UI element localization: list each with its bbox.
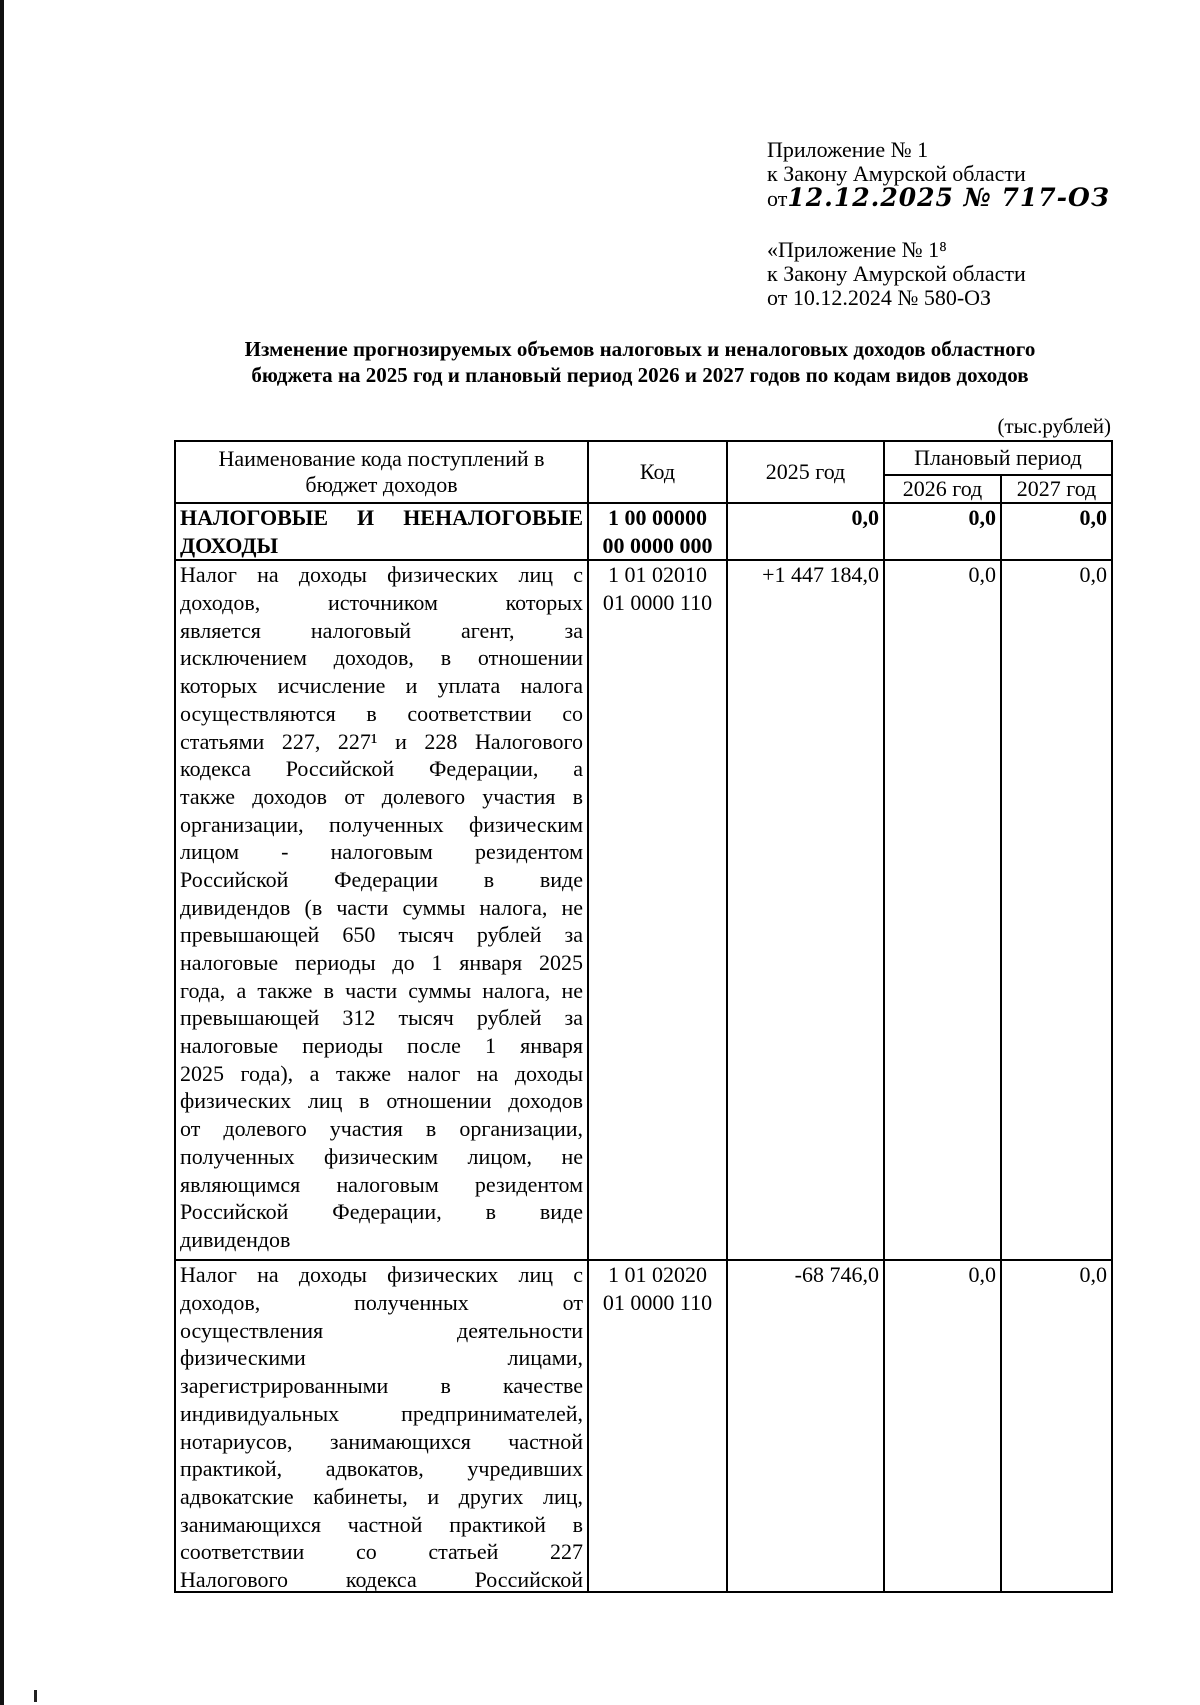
- document-title: [140, 336, 1140, 388]
- income-name-line: которых исчисление и уплата налога: [180, 673, 583, 699]
- income-name-line: года, а также в части суммы налога, не: [180, 977, 583, 1003]
- income-name-line: Налог на доходы физических лиц с: [180, 1262, 583, 1288]
- income-name-line: также доходов от долевого участия в: [180, 783, 583, 809]
- value-y2025: +1 447 184,0: [727, 560, 884, 1260]
- header-2027: 2027 год: [1001, 475, 1112, 503]
- income-name-line: практикой, адвокатов, учредивших: [180, 1456, 583, 1482]
- income-name-line: организации, полученных физическим: [180, 811, 583, 837]
- income-name-line: нотариусов, занимающихся частной: [180, 1428, 583, 1454]
- header-planned-period: Плановый период: [884, 441, 1112, 475]
- income-name-line: дивидендов (в части суммы налога, не: [180, 894, 583, 920]
- income-name-line: ДОХОДЫ: [180, 532, 279, 558]
- income-name-line: физическими лицами,: [180, 1345, 583, 1371]
- law-reference: к Закону Амурской области: [767, 161, 1026, 186]
- income-name-line: налоговые периоды до 1 января 2025: [180, 950, 583, 976]
- income-name-line: дивидендов: [180, 1226, 291, 1252]
- income-code-cell: [588, 503, 727, 560]
- header-2026: 2026 год: [884, 475, 1001, 503]
- income-code-cell: [588, 560, 727, 1260]
- income-name-line: НАЛОГОВЫЕ И НЕНАЛОГОВЫЕ: [180, 505, 583, 530]
- income-name-line: 2025 года), а также налог на доходы: [180, 1060, 583, 1086]
- income-name-line: доходов, полученных от: [180, 1290, 583, 1316]
- appendix-number: Приложение № 1: [767, 137, 929, 162]
- title-line: Изменение прогнозируемых объемов налоговых и неналоговых доходов областного: [244, 337, 1036, 361]
- income-code-line: 1 00 00000: [608, 505, 707, 530]
- income-code-line: 00 0000 000: [602, 532, 713, 558]
- handwritten-date-number: 12.12.2025 № 717-ОЗ: [787, 183, 1110, 212]
- income-name-line: Налогового кодекса Российской: [180, 1566, 583, 1592]
- income-name-line: занимающихся частной практикой в: [180, 1511, 583, 1537]
- income-name-cell: [175, 560, 588, 1260]
- income-name-line: индивидуальных предпринимателей,: [180, 1400, 583, 1426]
- income-name-line: Российской Федерации, в виде: [180, 1199, 583, 1225]
- title-line: бюджета на 2025 год и плановый период 2026 и 2027 годов по кодам видов доходов: [251, 363, 1029, 387]
- income-name-line: статьями 227, 227¹ и 228 Налогового: [180, 728, 583, 754]
- value-y2025: 0,0: [727, 503, 884, 560]
- value-y2027: 0,0: [1001, 560, 1112, 1260]
- table-row: [175, 1260, 1112, 1592]
- table-row: [175, 503, 1112, 560]
- income-name-line: превышающей 650 тысяч рублей за: [180, 922, 583, 948]
- value-y2026: 0,0: [884, 1260, 1001, 1592]
- amended-appendix-number: «Приложение № 1⁸: [767, 237, 947, 262]
- income-name-line: превышающей 312 тысяч рублей за: [180, 1005, 583, 1031]
- value-y2026: 0,0: [884, 503, 1001, 560]
- income-name-line: доходов, источником которых: [180, 590, 583, 616]
- table-row: [175, 560, 1112, 1260]
- income-code-line: 01 0000 110: [602, 1290, 713, 1316]
- scan-edge: [0, 0, 4, 1705]
- income-name-line: осуществления деятельности: [180, 1317, 583, 1343]
- income-name-line: кодекса Российской Федерации, а: [180, 756, 583, 782]
- income-code-line: 1 01 02010: [608, 562, 707, 588]
- income-name-line: адвокатские кабинеты, и других лиц,: [180, 1483, 583, 1509]
- income-name-cell: [175, 503, 588, 560]
- value-y2026: 0,0: [884, 560, 1001, 1260]
- value-y2027: 0,0: [1001, 1260, 1112, 1592]
- header-code: Код: [588, 441, 727, 503]
- units-label: (тыс.рублей): [997, 414, 1111, 438]
- income-name-line: налоговые периоды после 1 января: [180, 1033, 583, 1059]
- value-y2027: 0,0: [1001, 503, 1112, 560]
- income-code-line: 01 0000 110: [602, 590, 713, 616]
- income-name-line: Российской Федерации в виде: [180, 866, 583, 892]
- income-name-line: Налог на доходы физических лиц с: [180, 562, 583, 588]
- income-name-line: исключением доходов, в отношении: [180, 645, 583, 671]
- income-name-line: является налоговый агент, за: [180, 617, 583, 643]
- amended-law-reference: к Закону Амурской области: [767, 261, 1026, 286]
- value-y2025: -68 746,0: [727, 1260, 884, 1592]
- income-name-line: от долевого участия в организации,: [180, 1116, 583, 1142]
- income-name-line: являющимся налоговым резидентом: [180, 1171, 583, 1197]
- income-name-cell: [175, 1260, 588, 1592]
- income-name-line: полученных физическим лицом, не: [180, 1143, 583, 1169]
- income-name-line: физических лиц в отношении доходов: [180, 1088, 583, 1114]
- income-name-line: осуществляются в соответствии со: [180, 700, 583, 726]
- income-table: [174, 440, 1113, 1593]
- date-prefix: от: [767, 186, 788, 211]
- income-name-line: лицом - налоговым резидентом: [180, 839, 583, 865]
- amended-law-date: от 10.12.2024 № 580-ОЗ: [767, 285, 992, 310]
- header-name: Наименование кода поступлений в бюджет доходов: [175, 441, 588, 503]
- appendix-header-current: [767, 138, 1110, 211]
- income-code-cell: [588, 1260, 727, 1592]
- income-name-line: соответствии со статьей 227: [180, 1539, 583, 1565]
- income-code-line: 1 01 02020: [608, 1262, 707, 1288]
- law-date-line: [767, 183, 1110, 212]
- header-2025: 2025 год: [727, 441, 884, 503]
- income-name-line: зарегистрированными в качестве: [180, 1373, 583, 1399]
- appendix-header-amended: [767, 238, 1026, 310]
- scan-mark: [34, 1690, 37, 1702]
